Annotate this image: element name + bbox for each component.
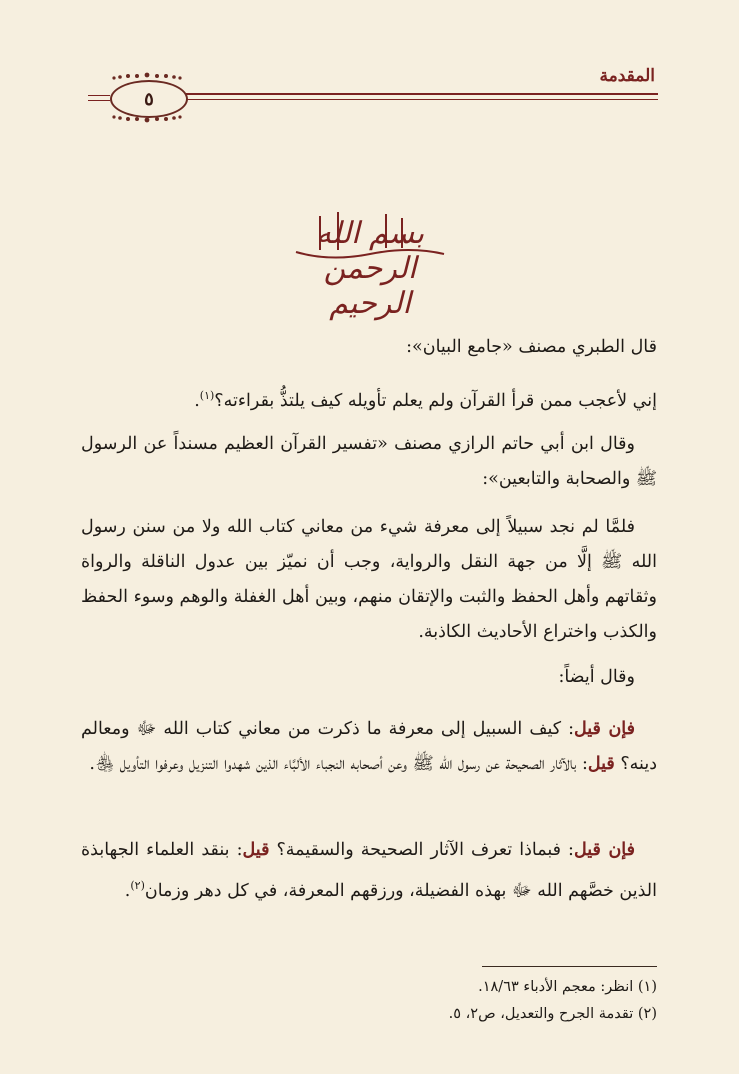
ornament-bottom-icon — [106, 113, 188, 123]
paragraph-7 — [81, 833, 657, 909]
paragraph-7-end: . — [124, 880, 131, 901]
question-label-1: فإن قيل — [573, 719, 635, 739]
header-rule-right-lower — [184, 99, 658, 100]
paragraph-6 — [81, 712, 657, 782]
question-label-2: فإن قيل — [573, 840, 635, 860]
paragraph-3-text: وقال ابن أبي حاتم الرازي مصنف «تفسير القرآن العظيم مسنداً عن الرسول ﷺ والصحابة والتابعين»: — [81, 434, 657, 489]
answer-label-1: قيل — [587, 754, 615, 774]
paragraph-2-text: إني لأعجب ممن قرأ القرآن ولم يعلم تأويله كيف يلتذُّ بقراءته؟ — [214, 390, 657, 411]
paragraph-1-text: قال الطبري مصنف «جامع البيان»: — [406, 337, 657, 357]
header-rule-left — [88, 95, 110, 96]
paragraph-7-answer: : بنقد العلماء الجهابذة الذين خصَّهم الله ﷻ بهذه الفضيلة، ورزقهم المعرفة، في كل دهر وزمان — [81, 840, 657, 901]
chapter-title: المقدمة — [599, 66, 655, 86]
header-rule-right — [184, 93, 658, 95]
paragraph-6-answer: : بالآثار الصحيحة عن رسول الله ﷺ وعن أصحابه النجباء الألبَّاء الذين شهدوا التنزيل وعرفوا التأويل ﵃. — [89, 754, 588, 774]
footnote-ref-2: (٢) — [130, 879, 145, 892]
footnote-ref-1: (١) — [199, 389, 215, 402]
paragraph-5 — [81, 660, 657, 695]
paragraph-5-text: وقال أيضاً: — [558, 667, 635, 687]
answer-label-2: قيل — [242, 840, 270, 860]
footnote-divider — [482, 966, 657, 967]
paragraph-4 — [81, 510, 657, 650]
paragraph-1 — [81, 330, 657, 365]
paragraph-6-question: : كيف السبيل إلى معرفة ما ذكرت من معاني كتاب الله ﷻ ومعالم دينه؟ — [81, 719, 657, 774]
page-number: ٥ — [144, 88, 154, 110]
footnote-1: (١) انظر: معجم الأدباء ١٨/٦٣. — [478, 979, 657, 995]
footnote-2: (٢) تقدمة الجرح والتعديل، ص٢، ٥. — [448, 1006, 657, 1022]
paragraph-2-end: . — [194, 390, 200, 411]
basmala-text: بسم الله الرحمن الرحيم — [315, 216, 425, 321]
basmala-calligraphy — [290, 204, 450, 321]
paragraph-3 — [81, 427, 657, 497]
paragraph-7-question: : فبماذا تعرف الآثار الصحيحة والسقيمة؟ — [276, 840, 574, 860]
paragraph-4-text: فلمَّا لم نجد سبيلاً إلى معرفة شيء من معاني كتاب الله ولا من سنن رسول الله ﷺ إلَّا من جهة النقل والرواية، وجب أن نميّز بين عدول الناقلة والرواة وثقاتهم وأهل الحفظ والثبت والإتقان منهم، وبين أهل الغفلة والوهم وسوء الحفظ والكذب واختراع الأحاديث الكاذبة. — [81, 517, 657, 642]
header-rule-left-lower — [88, 100, 110, 101]
paragraph-2 — [81, 378, 657, 419]
